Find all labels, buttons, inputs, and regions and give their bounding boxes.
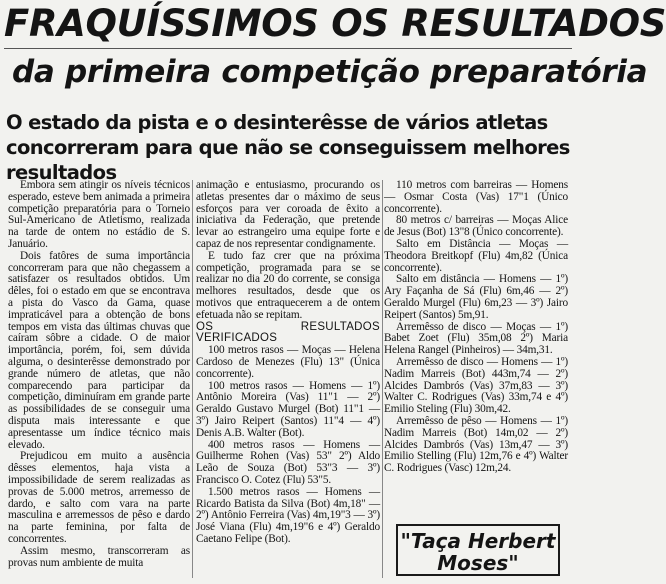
result-entry: 100 metros rasos — Homens — 1º) Antônio Moreira (Vas) 11"1 — 2º) Geraldo Gustavo Murgel (Bot) 11"1 — 3º) Jairo Reipert (Santos) 11"4 — 4º) Denis A.B. Walter (Bot). (196, 379, 380, 439)
paragraph: Prejudicou em muito a ausência dêsses elementos, haja vista a impossibilidade de serem realizadas as provas de 5.000 metros, arremesso de dardo, e salto com vara na parte masculina e arremessos de pêso e dardo na parte feminina, por falta de concorrentes. (8, 450, 190, 545)
paragraph: Dois fatôres de suma importância concorreram para que não chegassem a satisfazer os resultados obtidos. Um dêles, foi o estado em que se encontrava a pista do Vasco da Gama, quase impraticável para a obtenção de bons tempos em vista das últimas chuvas que caíram sôbre a cidade. O de maior importância, porém, foi, sem dúvida alguma, o desinterêsse demonstrado por grande número de atletas, que não comparecendo para participar da competição, diminuíram em grande parte as possibilidades de se conseguir uma disputa mais interessante e que apresentasse um índice técnico mais elevado. (8, 249, 190, 451)
subheadline: O estado da pista e o desinterêsse de vários atletas concorreram para que não se conseguissem melhores resultados (6, 111, 570, 184)
article-column-3 (384, 180, 568, 475)
column-divider (192, 180, 193, 578)
result-entry: Salto em distância — Homens — 1º) Ary Façanha de Sá (Flu) 6m,46 — 2º) Geraldo Murgel (Flu) 6m,23 — 3º) Jairo Reipert (Santos) 5m,91. (384, 273, 568, 321)
column-divider (382, 180, 383, 578)
paragraph: Assim mesmo, transcorreram as provas num ambiente de muita (8, 544, 190, 569)
result-entry: 1.500 metros rasos — Homens — Ricardo Batista da Silva (Bot) 4m,18" — 2º) Antônio Ferreira (Vas) 4m,19"3 — 3º) José Viana (Flu) 4m,19"6 e 4º) Geraldo Caetano Felipe (Bot). (196, 485, 380, 545)
trophy-box-title: "Taça Herbert Moses" (396, 524, 560, 576)
result-entry: Salto em Distância — Moças — Theodora Breitkopf (Flu) 4m,82 (Única concorrente). (384, 237, 568, 274)
headline-secondary: da primeira competição preparatória (12, 54, 648, 90)
paragraph: Embora sem atingir os níveis técnicos esperado, esteve bem animada a primeira competição preparatória para o Torneio Sul-Americano de Atletismo, realizada na tarde de ontem no estádio de S. Januário. (8, 179, 190, 250)
results-section-title: OS RESULTADOS VERIFICADOS (196, 320, 380, 345)
paragraph: E tudo faz crer que na próxima competição, programada para se se realizar no dia 20 do corrente, se consiga melhores resultados, desde que os motivos que entraquecerem a de ontem efetuada não se repitam. (196, 249, 380, 321)
paragraph: animação e entusiasmo, procurando os atletas presentes dar o máximo de seus esforços para ver coroada de êxito a iniciativa da Federação, que pretende levar ao estrangeiro uma equipe forte e capaz de nos representar condignamente. (196, 179, 380, 250)
result-entry: Arremêsso de pêso — Homens — 1º) Nadim Marreis (Bot) 14m,02 — 2º) Alcides Dambrós (Vas) 13m,47 — 3º) Emilio Stelling (Flu) 12m,76 e 4º) Walter C. Rodrigues (Vasc) 12m,24. (384, 414, 568, 475)
result-entry: 100 metros rasos — Moças — Helena Cardoso de Menezes (Flu) 13" (Única concorrente). (196, 344, 380, 380)
result-entry: Arremêsso de disco — Moças — 1º) Babet Zoet (Flu) 35m,08 2º) Maria Helena Rangel (Pinheiros) — 34m,31. (384, 320, 568, 357)
article-column-2 (196, 180, 380, 546)
article-column-1 (8, 180, 190, 569)
result-entry: 400 metros rasos — Homens — Guilherme Rohen (Vas) 53" 2º) Aldo Leão de Souza (Bot) 53"3 — 3º) Francisco O. Cotez (Flu) 53"5. (196, 438, 380, 486)
result-entry: 80 metros c/ barreiras — Moças Alice de Jesus (Bot) 13"8 (Único concorrente). (384, 214, 568, 239)
result-entry: Arremêsso de disco — Homens — 1º) Nadim Marreis (Bot) 443m,74 — 2º) Alcides Dambrós (Vas) 37m,83 — 3º) Walter C. Rodrigues (Vas) 33m,74 e 4º) Emilio Steling (Flu) 30m,42. (384, 355, 568, 416)
result-entry: 110 metros com barreiras — Homens — Osmar Costa (Vas) 17"1 (Único concorrente). (384, 179, 568, 215)
headline-main: FRAQUÍSSIMOS OS RESULTADOS (4, 0, 572, 49)
